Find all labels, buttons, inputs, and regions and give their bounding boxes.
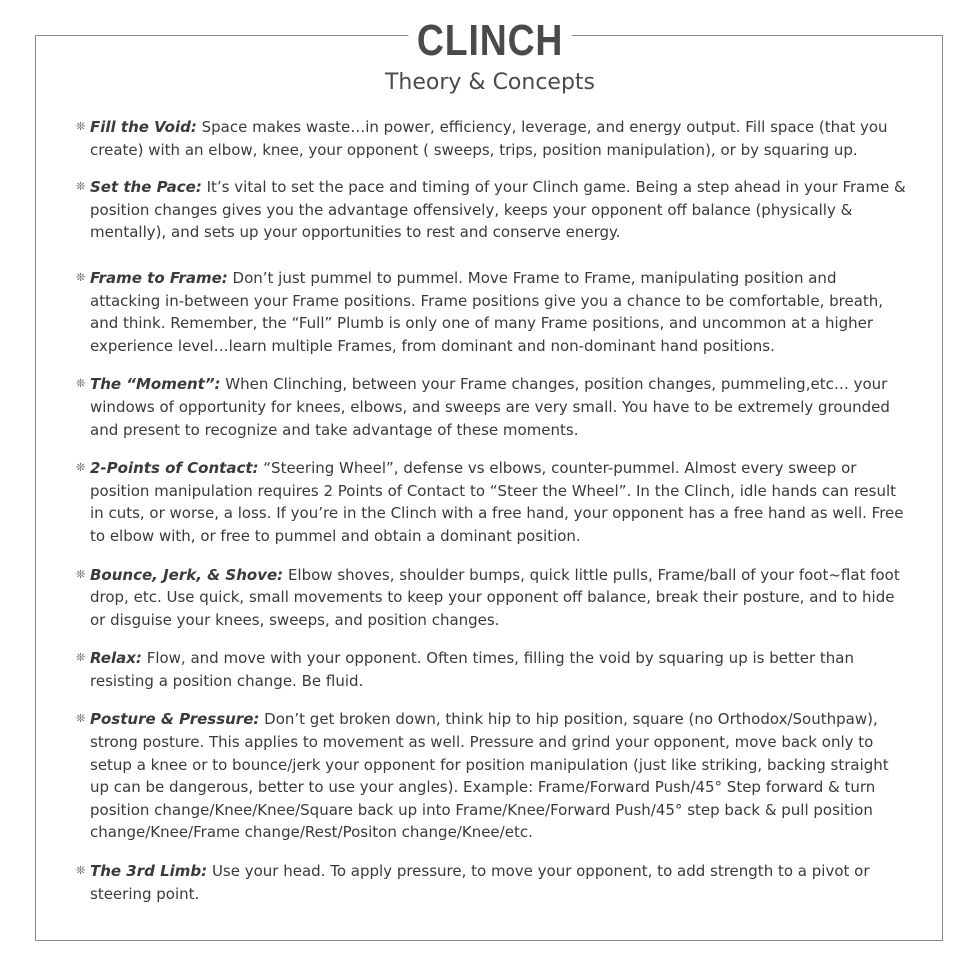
list-item <box>76 373 906 441</box>
page-title: CLINCH <box>408 16 571 66</box>
concept-term: The 3rd Limb: <box>90 862 208 881</box>
page-title-wrap <box>0 16 980 66</box>
list-item <box>76 116 906 161</box>
page-subtitle: Theory & Concepts <box>384 70 596 95</box>
concept-term: Relax: <box>90 649 142 668</box>
list-item <box>76 457 906 547</box>
bullet-icon: ❊ <box>76 651 86 665</box>
concept-text: Don’t just pummel to pummel. Move Frame to Frame, manipulating position and attacking in-between your Frame positions. Frame positions give you a chance to be comfortable, breath, and think. Remember, the “Full” Plumb is only one of many Frame positions, and uncommon at a higher experience level…learn multiple Frames, from dominant and non-dominant hand positions. <box>90 268 884 355</box>
bullet-icon: ❊ <box>76 567 86 581</box>
concept-text: Flow, and move with your opponent. Often times, filling the void by squaring up is better than resisting a position change. Be fluid. <box>90 649 854 690</box>
concept-text: Don’t get broken down, think hip to hip position, square (no Orthodox/Southpaw), strong posture. This applies to movement as well. Pressure and grind your opponent, move back only to setup a knee or to bounce/jerk your opponent for position manipulation (just like striking, backing straight up can be dangerous, better to use your angles). Example: Frame/Forward Push/45° Step forward & turn position change/Knee/Knee/Square back up into Frame/Knee/Forward Push/45° step back & pull position change/Knee/Frame change/Rest/Positon change/Knee/etc. <box>90 710 889 842</box>
concept-term: Posture & Pressure: <box>90 710 260 729</box>
list-item <box>76 176 906 244</box>
list-item <box>76 860 906 905</box>
bullet-icon: ❊ <box>76 461 86 475</box>
bullet-icon: ❊ <box>76 270 86 284</box>
concept-text: “Steering Wheel”, defense vs elbows, counter-pummel. Almost every sweep or position manipulation requires 2 Points of Contact to “Steer the Wheel”. In the Clinch, idle hands can result in cuts, or worse, a loss. If you’re in the Clinch with a free hand, your opponent has a free hand as well. Free to elbow with, or free to pummel and obtain a dominant position. <box>90 459 904 545</box>
bullet-icon: ❊ <box>76 712 86 726</box>
concept-text: Use your head. To apply pressure, to move your opponent, to add strength to a pivot or steering point. <box>90 862 870 903</box>
concept-list <box>76 116 906 905</box>
bullet-icon: ❊ <box>76 864 86 878</box>
concept-text: It’s vital to set the pace and timing of your Clinch game. Being a step ahead in your Frame & position changes gives you the advantage offensively, keeps your opponent off balance (physically & mentally), and sets up your opportunities to rest and conserve energy. <box>90 178 906 242</box>
list-item <box>76 267 906 357</box>
list-item <box>76 564 906 632</box>
concept-term: Set the Pace: <box>90 178 202 197</box>
concept-text: Elbow shoves, shoulder bumps, quick little pulls, Frame/ball of your foot~flat foot drop, etc. Use quick, small movements to keep your opponent off balance, break their posture, and to hide or disguise your knees, sweeps, and position changes. <box>90 565 900 629</box>
concept-term: 2-Points of Contact: <box>90 459 259 478</box>
concept-term: Fill the Void: <box>90 118 197 136</box>
concept-term: The “Moment”: <box>90 375 221 394</box>
list-item <box>76 708 906 844</box>
concept-text: When Clinching, between your Frame changes, position changes, pummeling,etc… your windows of opportunity for knees, elbows, and sweeps are very small. You have to be extremely grounded and present to recognize and take advantage of these moments. <box>90 375 890 439</box>
concept-term: Bounce, Jerk, & Shove: <box>90 565 284 584</box>
bullet-icon: ❊ <box>76 120 86 133</box>
bullet-icon: ❊ <box>76 180 86 194</box>
concept-term: Frame to Frame: <box>90 268 228 287</box>
list-item <box>76 647 906 692</box>
bullet-icon: ❊ <box>76 377 86 391</box>
concept-text: Space makes waste…in power, efficiency, leverage, and energy output. Fill space (that you create) with an elbow, knee, your opponent ( sweeps, trips, position manipulation), or by squaring up. <box>90 118 888 159</box>
